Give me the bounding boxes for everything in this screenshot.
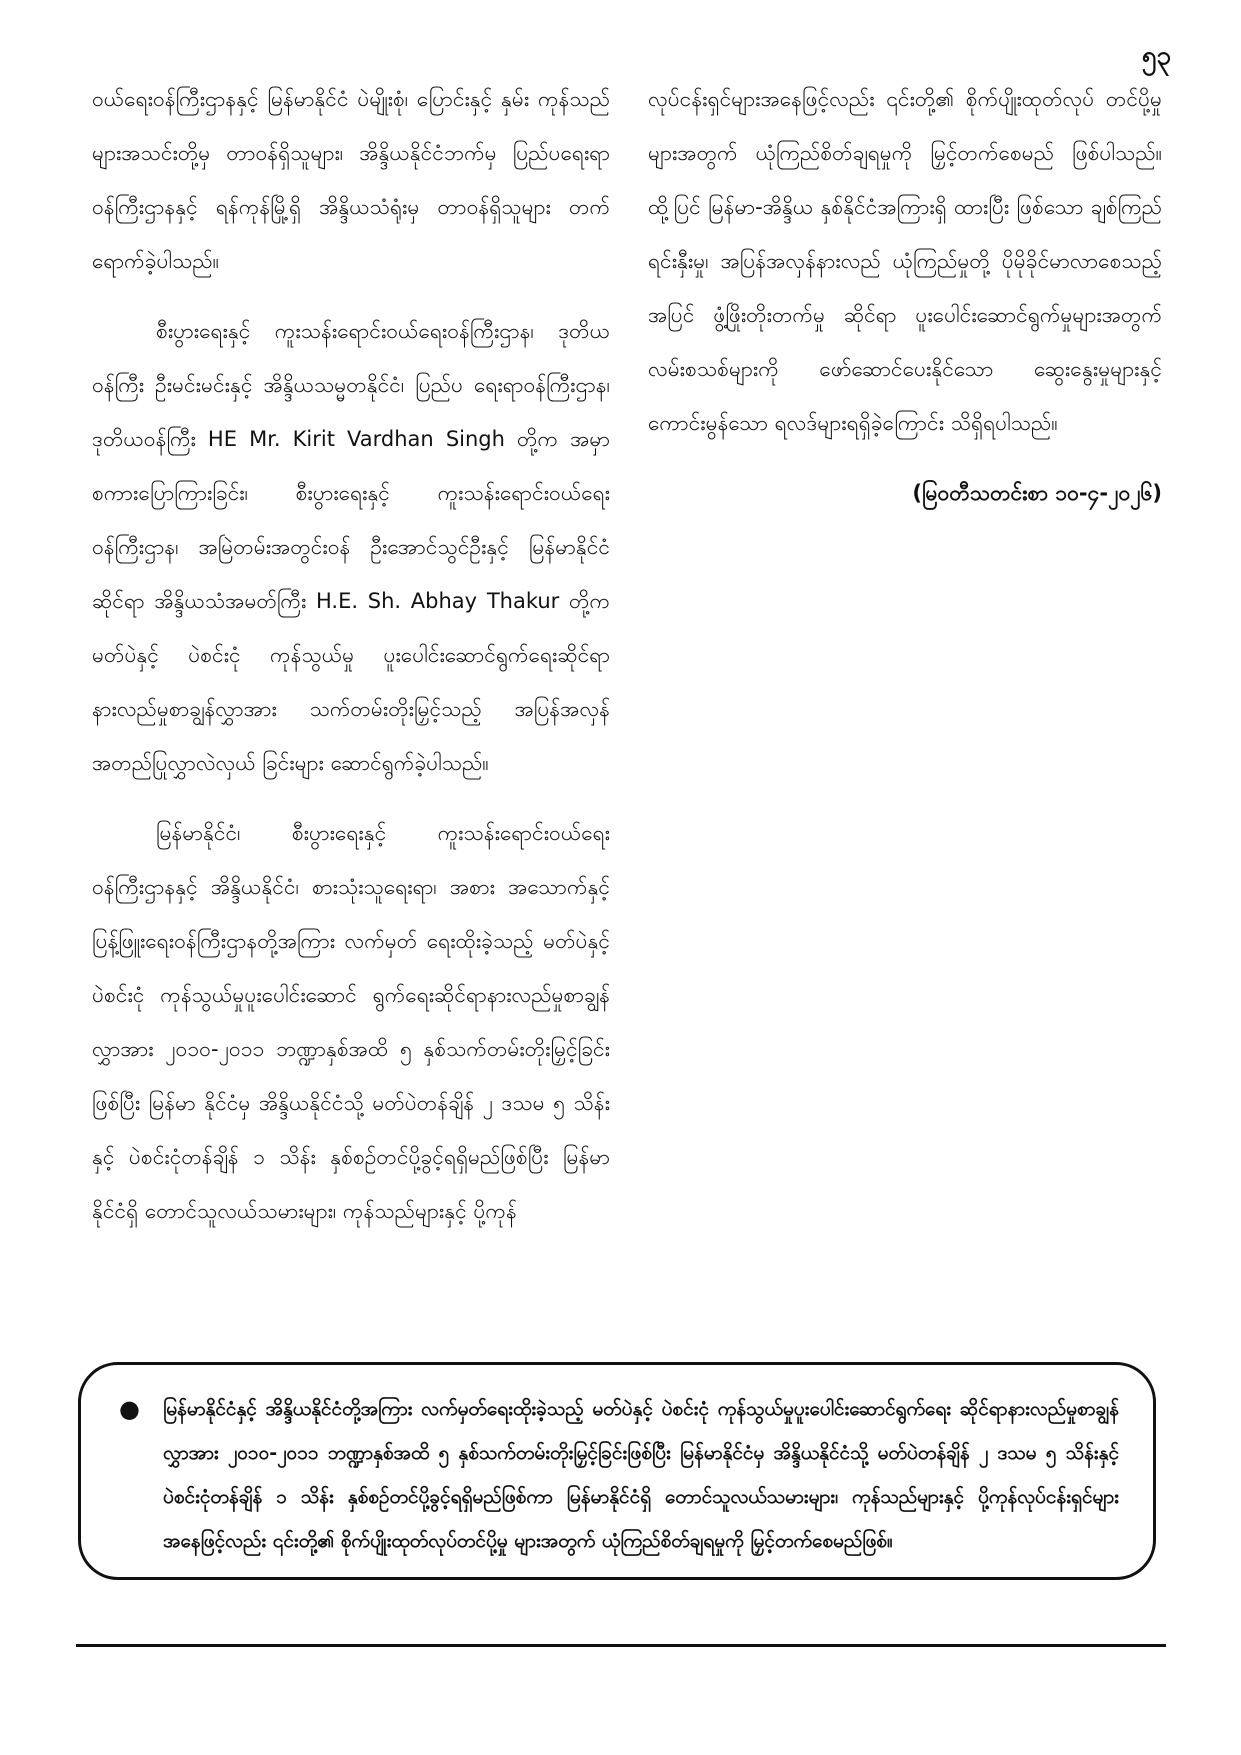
source-citation: (မြဝတီသတင်းစာ ၁၀-၄-၂၀၂၆): [912, 481, 1162, 505]
paragraph-right-1: လုပ်ငန်းရှင်များအနေဖြင့်လည်း ၎င်းတို့၏ စိုက်ပျိုးထုတ်လုပ် တင်ပို့မှုများအတွက် ယုံကြည်စိတ်ချရမှုကို မြှင့်တက်စေမည် ဖြစ်ပါသည်။ ထို့ပြင် မြန်မာ-အိန္ဒိယ နှစ်နိုင်ငံအကြားရှိ ထားပြီး ဖြစ်သော ချစ်ကြည်ရင်းနှီးမှု၊ အပြန်အလှန်နားလည် ယုံကြည်မှုတို့ ပိုမိုခိုင်မာလာစေသည့်အပြင် ဖွံ့ဖြိုးတိုးတက်မှု ဆိုင်ရာ ပူးပေါင်းဆောင်ရွက်မှုများအတွက် လမ်းစသစ်များကို ဖော်ဆောင်ပေးနိုင်သော ဆွေးနွေးမှုများနှင့် ကောင်းမွန်သော ရလဒ်များရရှိခဲ့ကြောင်း သိရှိရပါသည်။: [648, 87, 1162, 435]
paragraph-left-3: မြန်မာနိုင်ငံ၊ စီးပွားရေးနှင့် ကူးသန်းရောင်းဝယ်ရေး ဝန်ကြီးဌာနနှင့် အိန္ဒိယနိုင်ငံ၊ စားသုံးသူရေးရာ၊ အစား အသောက်နှင့် ပြန့်ဖြူးရေးဝန်ကြီးဌာနတို့အကြား လက်မှတ် ရေးထိုးခဲ့သည့် မတ်ပဲနှင့် ပဲစင်းငုံ ကုန်သွယ်မှုပူးပေါင်းဆောင် ရွက်ရေးဆိုင်ရာနားလည်မှုစာချွန်လွှာအား ၂၀၁၀-၂၀၁၁ ဘဏ္ဍာနှစ်အထိ ၅ နှစ်သက်တမ်းတိုးမြှင့်ခြင်းဖြစ်ပြီး မြန်မာ နိုင်ငံမှ အိန္ဒိယနိုင်ငံသို့ မတ်ပဲတန်ချိန် ၂ ဒသမ ၅ သိန်းနှင့် ပဲစင်းငုံတန်ချိန် ၁ သိန်း နှစ်စဉ်တင်ပို့ခွင့်ရရှိမည်ဖြစ်ပြီး မြန်မာ နိုင်ငံရှိ တောင်သူလယ်သမားများ၊ ကုန်သည်များနှင့် ပို့ကုန်: [92, 821, 610, 1223]
bottom-divider: [76, 1644, 1166, 1647]
summary-text: မြန်မာနိုင်ငံနှင့် အိန္ဒိယနိုင်ငံတို့အကြား လက်မှတ်ရေးထိုးခဲ့သည့် မတ်ပဲနှင့် ပဲစင်းငုံ ကုန်သွယ်မှုပူးပေါင်းဆောင်ရွက်ရေး ဆိုင်ရာနားလည်မှုစာချွန်လွှာအား ၂၀၁၀-၂၀၁၁ ဘဏ္ဍာနှစ်အထိ ၅ နှစ်သက်တမ်းတိုးမြှင့်ခြင်းဖြစ်ပြီး မြန်မာနိုင်ငံမှ အိန္ဒိယနိုင်ငံသို့ မတ်ပဲတန်ချိန် ၂ ဒသမ ၅ သိန်းနှင့် ပဲစင်းငုံတန်ချိန် ၁ သိန်း နှစ်စဉ်တင်ပို့ခွင့်ရရှိမည်ဖြစ်ကာ မြန်မာနိုင်ငံရှိ တောင်သူလယ်သမားများ၊ ကုန်သည်များနှင့် ပို့ကုန်လုပ်ငန်းရှင်များအနေဖြင့်လည်း ၎င်းတို့၏ စိုက်ပျိုးထုတ်လုပ်တင်ပို့မှု များအတွက် ယုံကြည်စိတ်ချရမှုကို မြှင့်တက်စေမည်ဖြစ်။: [163, 1398, 1119, 1552]
paragraph-left-1: ဝယ်ရေးဝန်ကြီးဌာနနှင့် မြန်မာနိုင်ငံ ပဲမျိုးစုံ၊ ပြောင်းနှင့် နှမ်း ကုန်သည်များအသင်းတို့မှ တာဝန်ရှိသူများ၊ အိန္ဒိယနိုင်ငံဘက်မှ ပြည်ပရေးရာဝန်ကြီးဌာနနှင့် ရန်ကုန်မြို့ရှိ အိန္ဒိယသံရုံးမှ တာဝန်ရှိသူများ တက်ရောက်ခဲ့ပါသည်။: [92, 87, 610, 273]
summary-item: [119, 1387, 1119, 1563]
paragraph-left-2: စီးပွားရေးနှင့် ကူးသန်းရောင်းဝယ်ရေးဝန်ကြီးဌာန၊ ဒုတိယဝန်ကြီး ဦးမင်းမင်းနှင့် အိန္ဒိယသမ္မတနိုင်ငံ၊ ပြည်ပ ရေးရာဝန်ကြီးဌာန၊ ဒုတိယဝန်ကြီး HE Mr. Kirit Vardhan Singh တို့က အမှာစကားပြောကြားခြင်း၊ စီးပွားရေးနှင့် ကူးသန်းရောင်းဝယ်ရေးဝန်ကြီးဌာန၊ အမြဲတမ်းအတွင်းဝန် ဦးအောင်သွင်ဦးနှင့် မြန်မာနိုင်ငံဆိုင်ရာ အိန္ဒိယသံအမတ်ကြီး H.E. Sh. Abhay Thakur တို့က မတ်ပဲနှင့် ပဲစင်းငုံ ကုန်သွယ်မှု ပူးပေါင်းဆောင်ရွက်ရေးဆိုင်ရာ နားလည်မှုစာချွန်လွှာအား သက်တမ်းတိုးမြှင့်သည့် အပြန်အလှန်အတည်ပြုလွှာလဲလှယ် ခြင်းများ ဆောင်ရွက်ခဲ့ပါသည်။: [92, 319, 610, 775]
summary-box: [78, 1362, 1156, 1580]
right-column: [648, 72, 1162, 520]
bullet-icon: ●: [119, 1395, 140, 1423]
page-number: ၅၃: [1141, 41, 1171, 71]
left-column: [92, 72, 610, 1254]
